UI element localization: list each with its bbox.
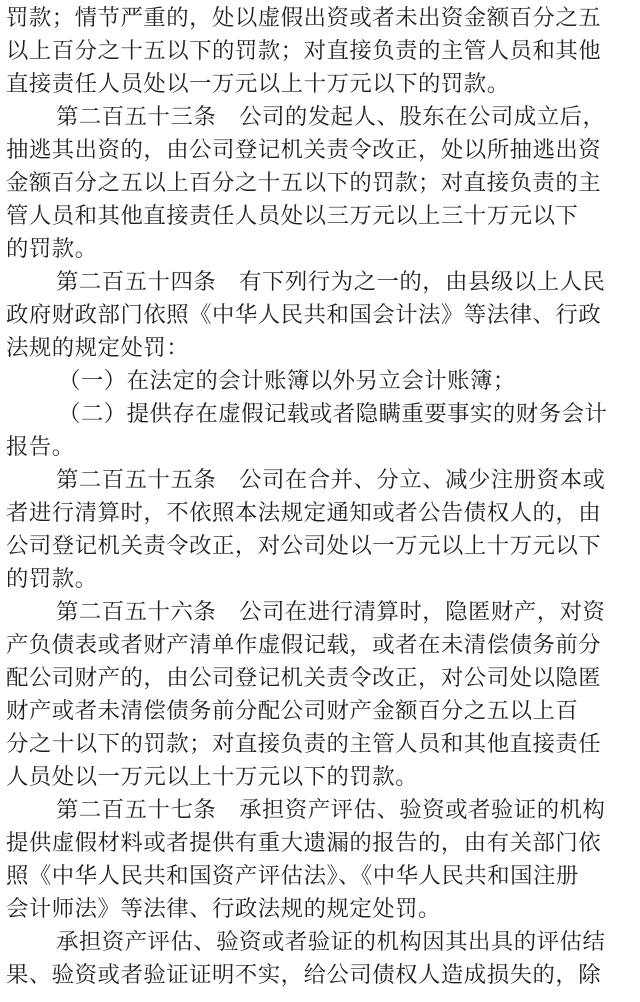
article-256-heading: 第二百五十六条 公司在进行清算时，隐匿财产，对资 [56,599,606,625]
text-line: 产负债表或者财产清单作虚假记载，或者在未清偿债务前分 [6,632,602,658]
text-line: 的罚款。 [6,236,98,262]
document-page [6,0,634,1002]
text-line: 照《中华人民共和国资产评估法》、《中华人民共和国注册 [6,863,579,889]
text-line: 公司登记机关责令改正，对公司处以一万元以上十万元以下 [6,533,602,559]
list-item-2: （二）提供存在虚假记载或者隐瞒重要事实的财务会计 [58,401,608,427]
paragraph-start: 承担资产评估、验资或者验证的机构因其出具的评估结 [56,929,606,955]
text-line: 罚款；情节严重的，处以虚假出资或者未出资金额百分之五 [6,5,602,31]
text-line: 果、验资或者验证证明不实，给公司债权人造成损失的，除 [6,962,602,988]
list-item-1: （一）在法定的会计账簿以外另立会计账簿； [58,368,516,394]
article-255-heading: 第二百五十五条 公司在合并、分立、减少注册资本或 [56,467,606,493]
text-line: 金额百分之五以上百分之十五以下的罚款；对直接负责的主 [6,170,602,196]
text-line: 管人员和其他直接责任人员处以三万元以上三十万元以下 [6,203,579,229]
text-line: 财产或者未清偿债务前分配公司财产金额百分之五以上百 [6,698,579,724]
article-254-heading: 第二百五十四条 有下列行为之一的，由县级以上人民 [56,269,606,295]
text-line: 者进行清算时，不依照本法规定通知或者公告债权人的，由 [6,500,602,526]
text-line: 提供虚假材料或者提供有重大遗漏的报告的，由有关部门依 [6,830,602,856]
text-line: 以上百分之十五以下的罚款；对直接负责的主管人员和其他 [6,38,602,64]
text-line: 的罚款。 [6,566,98,592]
text-line: 法规的规定处罚： [6,335,190,361]
text-line: 报告。 [6,434,75,460]
article-253-heading: 第二百五十三条 公司的发起人、股东在公司成立后， [56,104,606,130]
text-line: 政府财政部门依照《中华人民共和国会计法》等法律、行政 [6,302,602,328]
text-line: 会计师法》等法律、行政法规的规定处罚。 [6,896,441,922]
article-257-heading: 第二百五十七条 承担资产评估、验资或者验证的机构 [56,797,606,823]
text-line: 抽逃其出资的，由公司登记机关责令改正，处以所抽逃出资 [6,137,602,163]
text-line: 人员处以一万元以上十万元以下的罚款。 [6,764,419,790]
text-line: 配公司财产的，由公司登记机关责令改正，对公司处以隐匿 [6,665,602,691]
text-line: 直接责任人员处以一万元以上十万元以下的罚款。 [6,71,510,97]
text-line: 分之十以下的罚款；对直接负责的主管人员和其他直接责任 [6,731,602,757]
